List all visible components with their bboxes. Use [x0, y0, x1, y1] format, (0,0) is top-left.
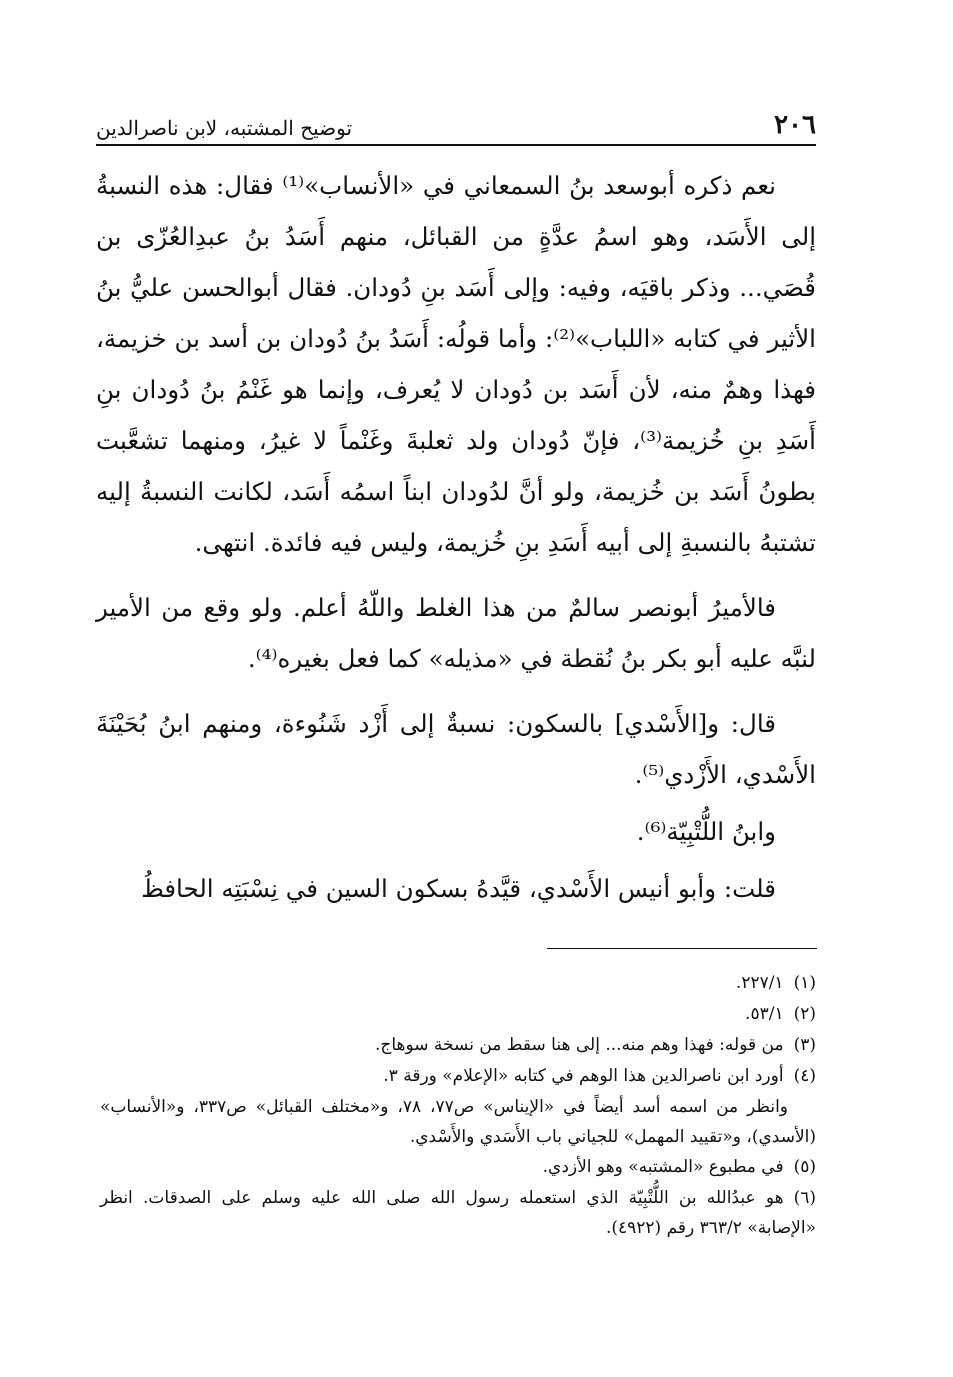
footnote-text: هو عبدُالله بن اللُّتْبِيّة الذي استعمله رسول الله صلى الله عليه وسلم على الصدقات. انظر «الإصابة» ٣٦٣/٢ رقم (٤٩٢٢).: [100, 1188, 816, 1238]
footnote-separator: [547, 948, 817, 949]
paragraph: وابنُ اللُّتْبِيّة⁽⁶⁾.: [636, 817, 776, 846]
footnote-number: (٥): [793, 1157, 816, 1177]
footnote: [100, 968, 816, 998]
footnote-number: (١): [793, 973, 816, 993]
paragraph: نعم ذكره أبوسعد بنُ السمعاني في «الأنساب»⁽¹⁾ فقال: هذه النسبةُ إلى الأَسَد، وهو اسمُ عدَّةٍ من القبائل، منهم أَسَدُ بنُ عبدِالعُزّى بن قُصَي... وذكر باقيَه، وفيه: وإلى أَسَد بنِ دُودان. فقال أبوالحسن عليُّ بنُ الأثير في كتابه «اللباب»⁽²⁾: وأما قولُه: أَسَدُ بنُ دُودان بن أسد بن خزيمة، فهذا وهمٌ منه، لأن أَسَد بن دُودان لا يُعرف، وإنما هو غَنْمُ بنُ دُودان بنِ أَسَدِ بنِ خُزيمة⁽³⁾، فإنّ دُودان ولد ثعلبةَ وغَنْماً لا غيرُ، ومنهما تشعَّبت بطونُ أَسَد بن خُزيمة، ولو أنَّ لدُودان ابناً اسمُه أَسَد، لكانت النسبةُ إليه تشتبهُ بالنسبةِ إلى أبيه أَسَدِ بنِ خُزيمة، وليس فيه فائدة. انتهى.: [96, 171, 816, 557]
footnote-text: ٢٢٧/١.: [735, 973, 784, 993]
paragraph: قال: و[الأَسْدي] بالسكون: نسبةٌ إلى أَزْد شَنُوءة، ومنهم ابنُ بُحَيْنَةَ الأَسْدي، الأَزْدي⁽⁵⁾.: [96, 709, 816, 789]
footnote: [100, 1152, 816, 1182]
footnote-continuation: وانظر من اسمه أسد أيضاً في «الإيناس» ص٧٧، ٧٨، و«مختلف القبائل» ص٣٣٧، و«الأنساب» (الأسدي)، و«تقييد المهمل» للجياني باب الأَسَدي والأَسْدي.: [100, 1097, 816, 1147]
footnote-text: في مطبوع «المشتبه» وهو الأزدي.: [542, 1157, 784, 1177]
footnote-number: (٤): [793, 1066, 816, 1086]
footnote: [100, 1183, 816, 1243]
running-title: توضيح المشتبه، لابن ناصرالدين: [96, 116, 353, 140]
paragraph: فالأميرُ أبونصر سالمٌ من هذا الغلط واللّهُ أعلم. ولو وقع من الأمير لنبَّه عليه أبو بكر بنُ نُقطة في «مذيله» كما فعل بغيره⁽⁴⁾.: [96, 593, 816, 673]
footnote-number: (٢): [793, 1004, 816, 1024]
paragraph: قلت: وأبو أنيس الأَسْدي، قيَّدهُ بسكون السين في نِسْبَتِه الحافظُ: [141, 874, 776, 903]
footnote-number: (٦): [793, 1188, 816, 1208]
footnote-text: أورد ابن ناصرالدين هذا الوهم في كتابه «الإعلام» ورقة ٣.: [383, 1066, 784, 1086]
footnote: [100, 1061, 816, 1091]
page-header: [96, 100, 816, 146]
footnotes: [100, 968, 816, 1244]
footnote: [100, 1030, 816, 1060]
page-number: ٢٠٦: [774, 110, 816, 140]
footnote-text: ٥٣/١.: [745, 1004, 784, 1024]
main-text: [96, 160, 816, 928]
footnote-text: من قوله: فهذا وهم منه... إلى هنا سقط من نسخة سوهاج.: [374, 1035, 784, 1055]
footnote: [100, 999, 816, 1029]
footnote-number: (٣): [793, 1035, 816, 1055]
